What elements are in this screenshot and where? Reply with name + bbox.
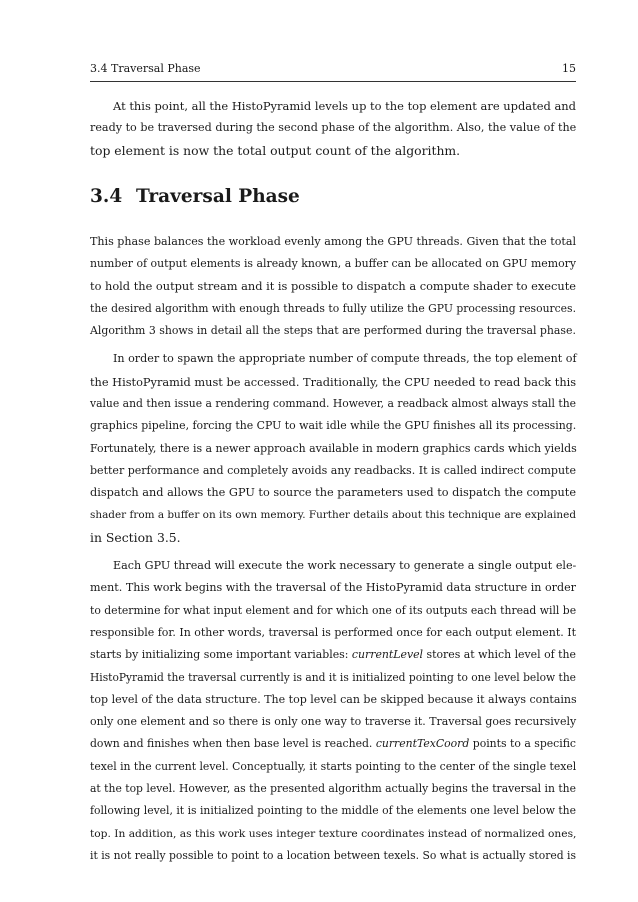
text-line: only one element and so there is only one way to traverse it. Traversal goes recursively — [90, 715, 577, 729]
text-line: Algorithm 3 shows in detail all the steps that are performed during the traversal phase. — [90, 324, 576, 338]
text-run: points to a specific — [469, 737, 576, 751]
page-number: 15 — [562, 62, 576, 75]
text-line: dispatch and allows the GPU to source the parameters used to dispatch the compute — [90, 486, 576, 500]
text-line: At this point, all the HistoPyramid levels up to the top element are updated and — [113, 99, 576, 113]
section-number: 3.4 — [90, 185, 123, 207]
text-line: following level, it is initialized pointing to the middle of the elements one level below the — [90, 804, 576, 818]
text-line: ready to be traversed during the second phase of the algorithm. Also, the value of the — [90, 121, 577, 135]
text-line: value and then issue a rendering command. However, a readback almost always stall the — [90, 396, 576, 410]
text-line: number of output elements is already known, a buffer can be allocated on GPU memory — [90, 257, 576, 271]
text-line — [90, 733, 576, 755]
text-line: top level of the data structure. The top level can be skipped because it always contains — [90, 692, 577, 706]
text-line: texel in the current level. Conceptually, it starts pointing to the center of the single texel — [90, 759, 577, 773]
text-line: ment. This work begins with the traversal of the HistoPyramid data structure in order — [90, 581, 576, 595]
text-line: responsible for. In other words, traversal is performed once for each output element. It — [90, 625, 576, 639]
header-rule — [90, 81, 576, 82]
text-line — [90, 644, 576, 666]
text-run: down and finishes when then base level is reached. — [90, 737, 376, 751]
body-text — [90, 95, 576, 867]
text-line: at the top level. However, as the presented algorithm actually begins the traversal in the — [90, 782, 576, 796]
text-line: top. In addition, as this work uses integer texture coordinates instead of normalized ones, — [90, 826, 577, 840]
text-line: In order to spawn the appropriate number of compute threads, the top element of — [113, 352, 577, 366]
variable-name: currentLevel — [351, 648, 424, 662]
intro-paragraph — [90, 95, 576, 162]
text-line: shader from a buffer on its own memory. Further details about this technique are explained — [90, 509, 577, 522]
text-line: it is not really possible to point to a location between texels. So what is actually stored is — [90, 848, 576, 862]
text-line: graphics pipeline, forcing the CPU to wait idle while the GPU finishes all its processing. — [90, 419, 577, 433]
text-line: top element is now the total output count of the algorithm. — [90, 142, 461, 158]
running-header — [90, 62, 576, 76]
section-title: Traversal Phase — [136, 185, 300, 207]
text-line: to hold the output stream and it is possible to dispatch a compute shader to execute — [90, 279, 576, 294]
text-line: HistoPyramid the traversal currently is and it is initialized pointing to one level below the — [90, 670, 576, 684]
paragraph-3 — [90, 555, 576, 867]
text-line: This phase balances the workload evenly among the GPU threads. Given that the total — [90, 234, 577, 248]
variable-name: currentTexCoord — [375, 737, 470, 751]
paragraph-1 — [90, 231, 576, 342]
text-line: better performance and completely avoids any readbacks. It is called indirect compute — [90, 463, 576, 477]
text-run: stores at which level of the — [423, 648, 576, 662]
header-section-title: 3.4 Traversal Phase — [90, 62, 201, 75]
section-heading — [90, 185, 576, 209]
text-line: in Section 3.5. — [90, 529, 181, 545]
text-line: to determine for what input element and for which one of its outputs each thread will be — [90, 603, 577, 617]
text-run: starts by initializing some important variables: — [90, 648, 352, 662]
text-line: the desired algorithm with enough threads to fully utilize the GPU processing resources. — [90, 301, 576, 315]
text-line: the HistoPyramid must be accessed. Traditionally, the CPU needed to read back this — [90, 374, 577, 389]
text-line: Fortunately, there is a newer approach available in modern graphics cards which yields — [90, 441, 577, 455]
text-line: Each GPU thread will execute the work necessary to generate a single output ele- — [113, 559, 577, 573]
paragraph-2 — [90, 348, 576, 549]
